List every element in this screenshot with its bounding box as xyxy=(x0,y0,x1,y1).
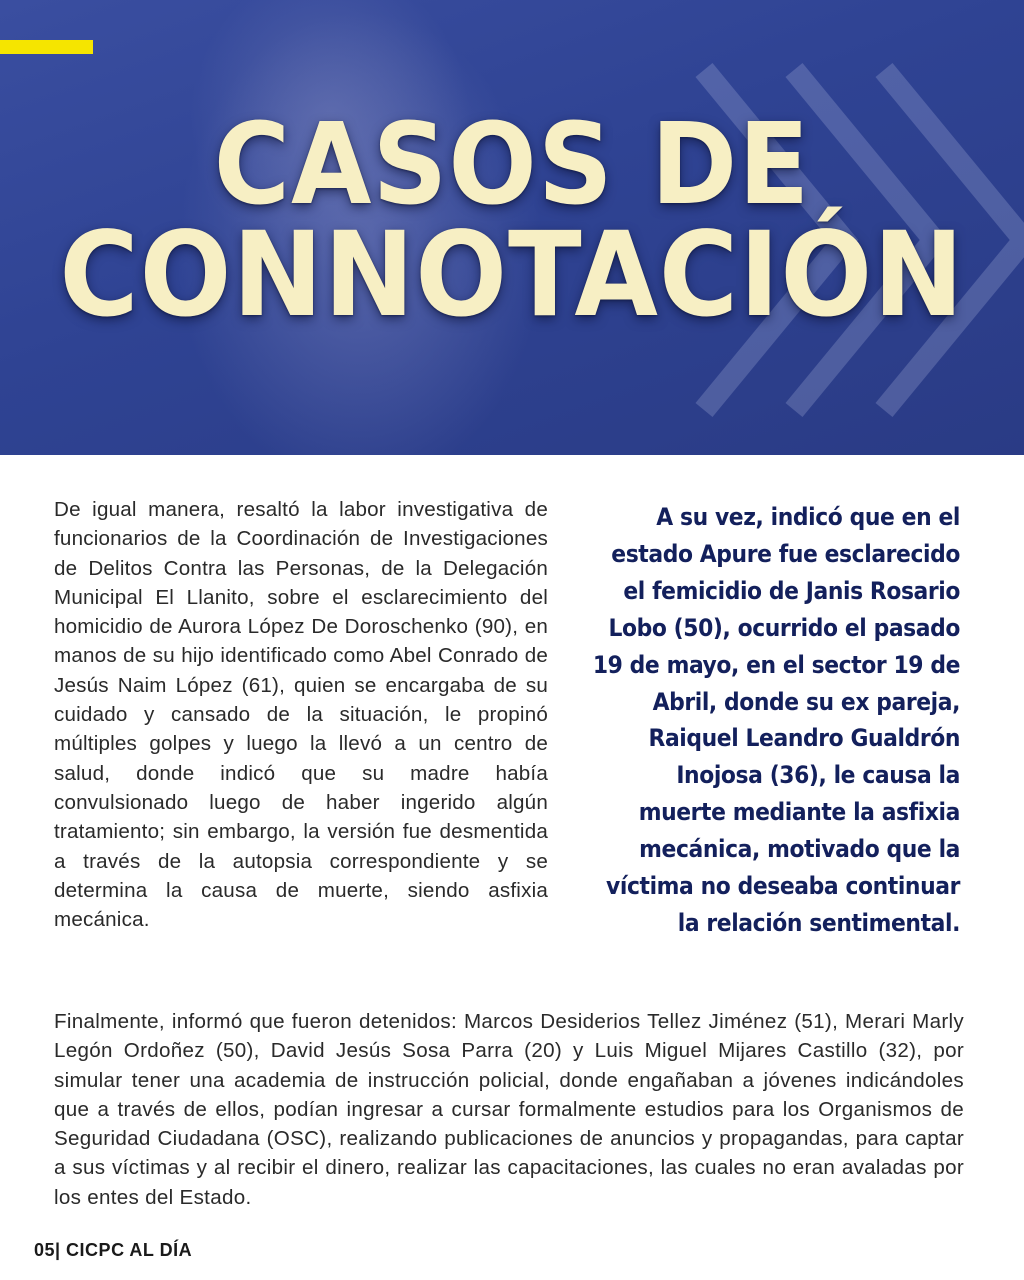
article-paragraph-left: De igual manera, resaltó la labor investigativa de funcionarios de la Coordinación de Investigaciones de Delitos Contra las Personas, de la Delegación Municipal El Llanito, sobre el esclarecimiento del homicidio de Aurora López De Doroschenko (90), en manos de su hijo identificado como Abel Conrado de Jesús Naim López (61), quien se encargaba de su cuidado y cansado de la situación, le propinó múltiples golpes y luego la llevó a un centro de salud, donde indicó que su madre había convulsionado luego de haber ingerido algún tratamiento; sin embargo, la versión fue desmentida a través de la autopsia correspondiente y se determina la causa de muerte, siendo asfixia mecánica. xyxy=(54,498,548,932)
page-footer: 05| CICPC AL DÍA xyxy=(34,1240,193,1260)
header-banner xyxy=(0,0,1024,455)
page-title-line2: CONNOTACIÓN xyxy=(59,207,965,343)
highlight-quote: A su vez, indicó que en el estado Apure fue esclarecido el femicidio de Janis Rosario Lobo (50), ocurrido el pasado 19 de mayo, en el sector 19 de Abril, donde su ex pareja, Raiquel Leandro Gualdrón Inojosa (36), le causa la muerte mediante la asfixia mecánica, motivado que la víctima no deseaba continuar la relación sentimental. xyxy=(592,502,960,937)
article-paragraph-bottom: Finalmente, informó que fueron detenidos: Marcos Desiderios Tellez Jiménez (51), Merari Marly Legón Ordoñez (50), David Jesús Sosa Parra (20) y Luis Miguel Mijares Castillo (32), por simular tener una academia de instrucción policial, donde engañaban a jóvenes indicándoles que a través de ellos, podían ingresar a cursar formalmente estudios para los Organismos de Seguridad Ciudadana (OSC), realizando publicaciones de anuncios y propagandas, para captar a sus víctimas y al recibir el dinero, realizar las capacitaciones, las cuales no eran avaladas por los entes del Estado. xyxy=(54,1010,964,1209)
page-title-line1: CASOS DE xyxy=(213,98,811,230)
accent-bar xyxy=(0,40,93,54)
